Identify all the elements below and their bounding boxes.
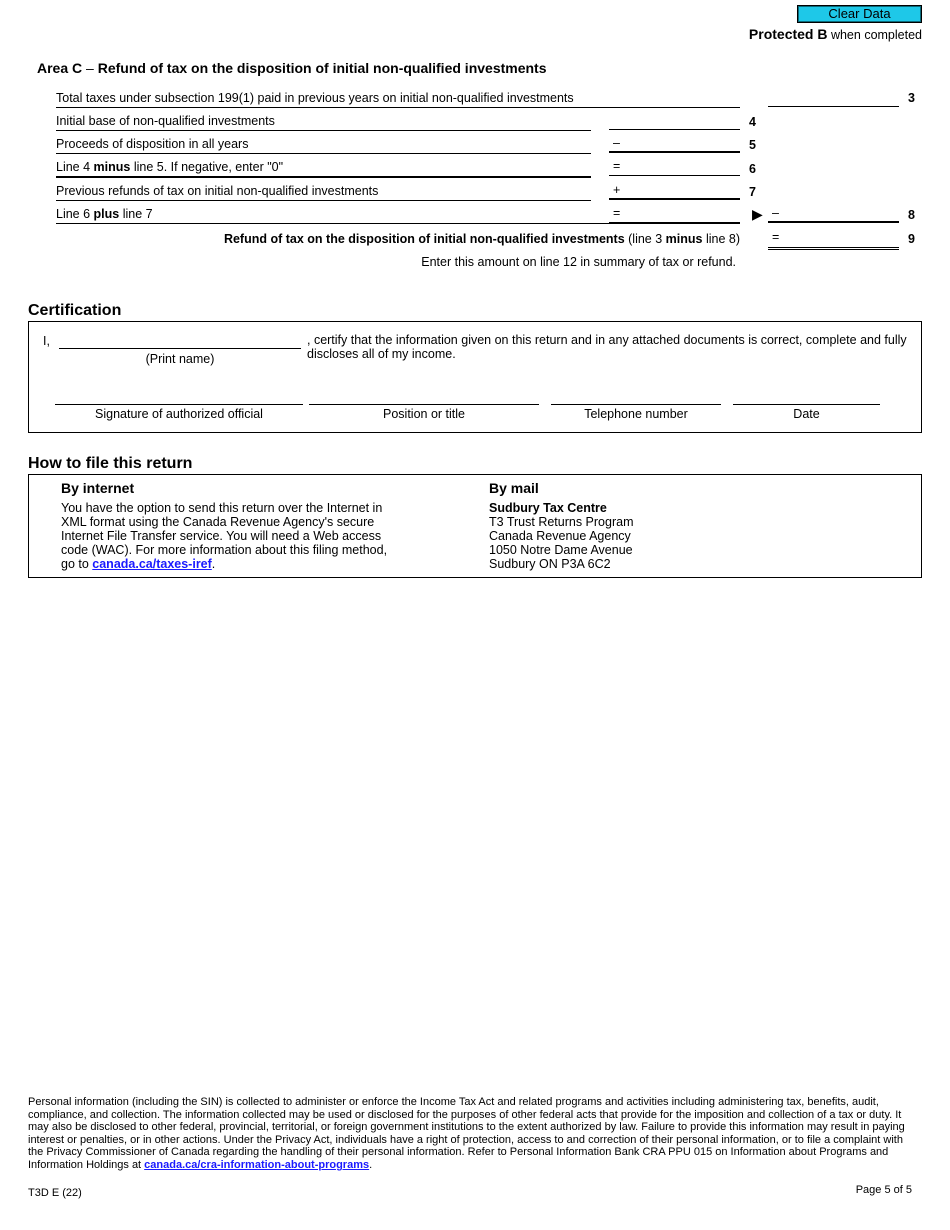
taxes-iref-link[interactable]: canada.ca/taxes-iref <box>92 557 212 571</box>
line-9-note: Enter this amount on line 12 in summary of tax or refund. <box>421 255 736 269</box>
page-number: Page 5 of 5 <box>855 1184 912 1196</box>
line-8-left-field[interactable] <box>609 205 740 223</box>
how-to-file-box <box>28 474 922 578</box>
line-8-field[interactable] <box>768 205 899 223</box>
area-c-title-text: Refund of tax on the disposition of initial non-qualified investments <box>97 60 547 76</box>
line-5-number: 5 <box>749 138 756 152</box>
by-internet-title: By internet <box>61 480 135 496</box>
by-internet-end: . <box>211 557 216 571</box>
certification-i-label: I, <box>43 334 50 348</box>
mail-line: Sudbury ON P3A 6C2 <box>489 557 611 571</box>
privacy-notice <box>28 1096 918 1172</box>
telephone-field[interactable] <box>551 404 721 421</box>
line-4-label: Initial base of non-qualified investments <box>56 112 591 131</box>
line-6-number: 6 <box>749 162 756 176</box>
line-6-label <box>56 158 591 178</box>
line-5-field[interactable] <box>609 135 740 153</box>
print-name-label: (Print name) <box>145 352 215 366</box>
privacy-end: . <box>369 1158 373 1171</box>
line-4-field[interactable] <box>609 112 740 130</box>
line-6-field[interactable] <box>609 158 740 176</box>
cra-info-link[interactable]: canada.ca/cra-information-about-programs <box>144 1158 370 1171</box>
line-8-right-operator: – <box>772 206 779 220</box>
signature-field[interactable] <box>55 404 303 421</box>
area-c-prefix: Area C <box>37 60 83 76</box>
mail-line: Canada Revenue Agency <box>489 529 631 543</box>
by-internet-body: You have the option to send this return over the Internet in XML format using the Canada Revenue Agency's secure Internet File Transfer service. You will need a Web access code (WAC). For more information about this filing method, go to <box>61 501 388 571</box>
line-8-label-pre: Line 6 <box>56 207 94 221</box>
line-5-operator: – <box>613 136 620 150</box>
line-4-number: 4 <box>749 115 756 129</box>
line-6-label-bold: minus <box>93 160 131 174</box>
line-6-operator: = <box>613 159 621 173</box>
protected-b-rest: when completed <box>827 28 922 42</box>
line-8-number: 8 <box>908 208 915 222</box>
line-7-label: Previous refunds of tax on initial non-qualified investments <box>56 182 591 201</box>
date-label: Date <box>793 407 820 421</box>
area-c-dash: – <box>82 60 98 76</box>
clear-data-button[interactable]: Clear Data <box>797 5 922 23</box>
line-9-operator: = <box>772 230 780 244</box>
signature-label: Signature of authorized official <box>95 407 263 421</box>
line-8-label-post: line 7 <box>119 207 153 221</box>
line-9-label-bold: Refund of tax on the disposition of initial non-qualified investments <box>223 232 625 246</box>
mail-line: T3 Trust Returns Program <box>489 515 634 529</box>
line-5-label: Proceeds of disposition in all years <box>56 135 591 154</box>
line-9-label-post2: line 8) <box>702 232 740 246</box>
by-internet-text <box>61 501 391 571</box>
mail-address <box>489 501 634 571</box>
line-8-operator: = <box>613 206 621 220</box>
line-6-label-post: line 5. If negative, enter "0" <box>130 160 284 174</box>
line-7-number: 7 <box>749 185 756 199</box>
certification-box <box>28 321 922 433</box>
line-3-label: Total taxes under subsection 199(1) paid in previous years on initial non-qualified investments <box>56 89 740 108</box>
telephone-label: Telephone number <box>584 407 688 421</box>
position-label: Position or title <box>383 407 465 421</box>
arrow-right-icon: ▶ <box>752 206 763 222</box>
protected-b-label <box>749 26 922 42</box>
mail-line: 1050 Notre Dame Avenue <box>489 543 633 557</box>
print-name-field[interactable] <box>59 332 301 349</box>
line-8-label-bold: plus <box>93 207 120 221</box>
line-3-number: 3 <box>908 91 915 105</box>
area-c-title <box>37 60 547 76</box>
line-9-field[interactable] <box>768 229 899 250</box>
mail-centre: Sudbury Tax Centre <box>489 501 607 515</box>
by-mail-title: By mail <box>489 480 539 496</box>
line-9-label-post: (line 3 <box>624 232 666 246</box>
certification-statement: , certify that the information given on this return and in any attached documents is correct, complete and fully discloses all of my income. <box>307 333 907 361</box>
line-7-operator: + <box>613 183 621 197</box>
position-field[interactable] <box>309 404 539 421</box>
line-7-field[interactable] <box>609 182 740 200</box>
form-code: T3D E (22) <box>28 1187 82 1199</box>
date-field[interactable] <box>733 404 880 421</box>
protected-b-bold: Protected B <box>748 26 828 42</box>
line-9-label-bold2: minus <box>665 232 703 246</box>
line-9-label <box>224 232 740 246</box>
certification-heading: Certification <box>28 302 122 319</box>
how-to-file-heading: How to file this return <box>28 455 193 472</box>
line-9-number: 9 <box>908 232 915 246</box>
privacy-text: Personal information (including the SIN) is collected to administer or enforce the Income Tax Act and related programs and activities including administering tax, benefits, audit, compliance, and collection. The information collected may be used or disclosed for the purposes of other federal acts that provide for the imposition and collection of a tax or duty. It may also be disclosed to other federal, provincial, territorial, or foreign government institutions to the extent authorized by law. Failure to provide this information may result in paying interest or penalties, or in other actions. Under the Privacy Act, individuals have a right of protection, access to and correction of their personal information, or to file a complaint with the Privacy Commissioner of Canada regarding the handling of their personal information. Refer to Personal Information Bank CRA PPU 015 on Information about Programs and Information Holdings at <box>28 1096 905 1171</box>
line-3-field[interactable] <box>768 89 899 107</box>
line-6-label-pre: Line 4 <box>56 160 94 174</box>
